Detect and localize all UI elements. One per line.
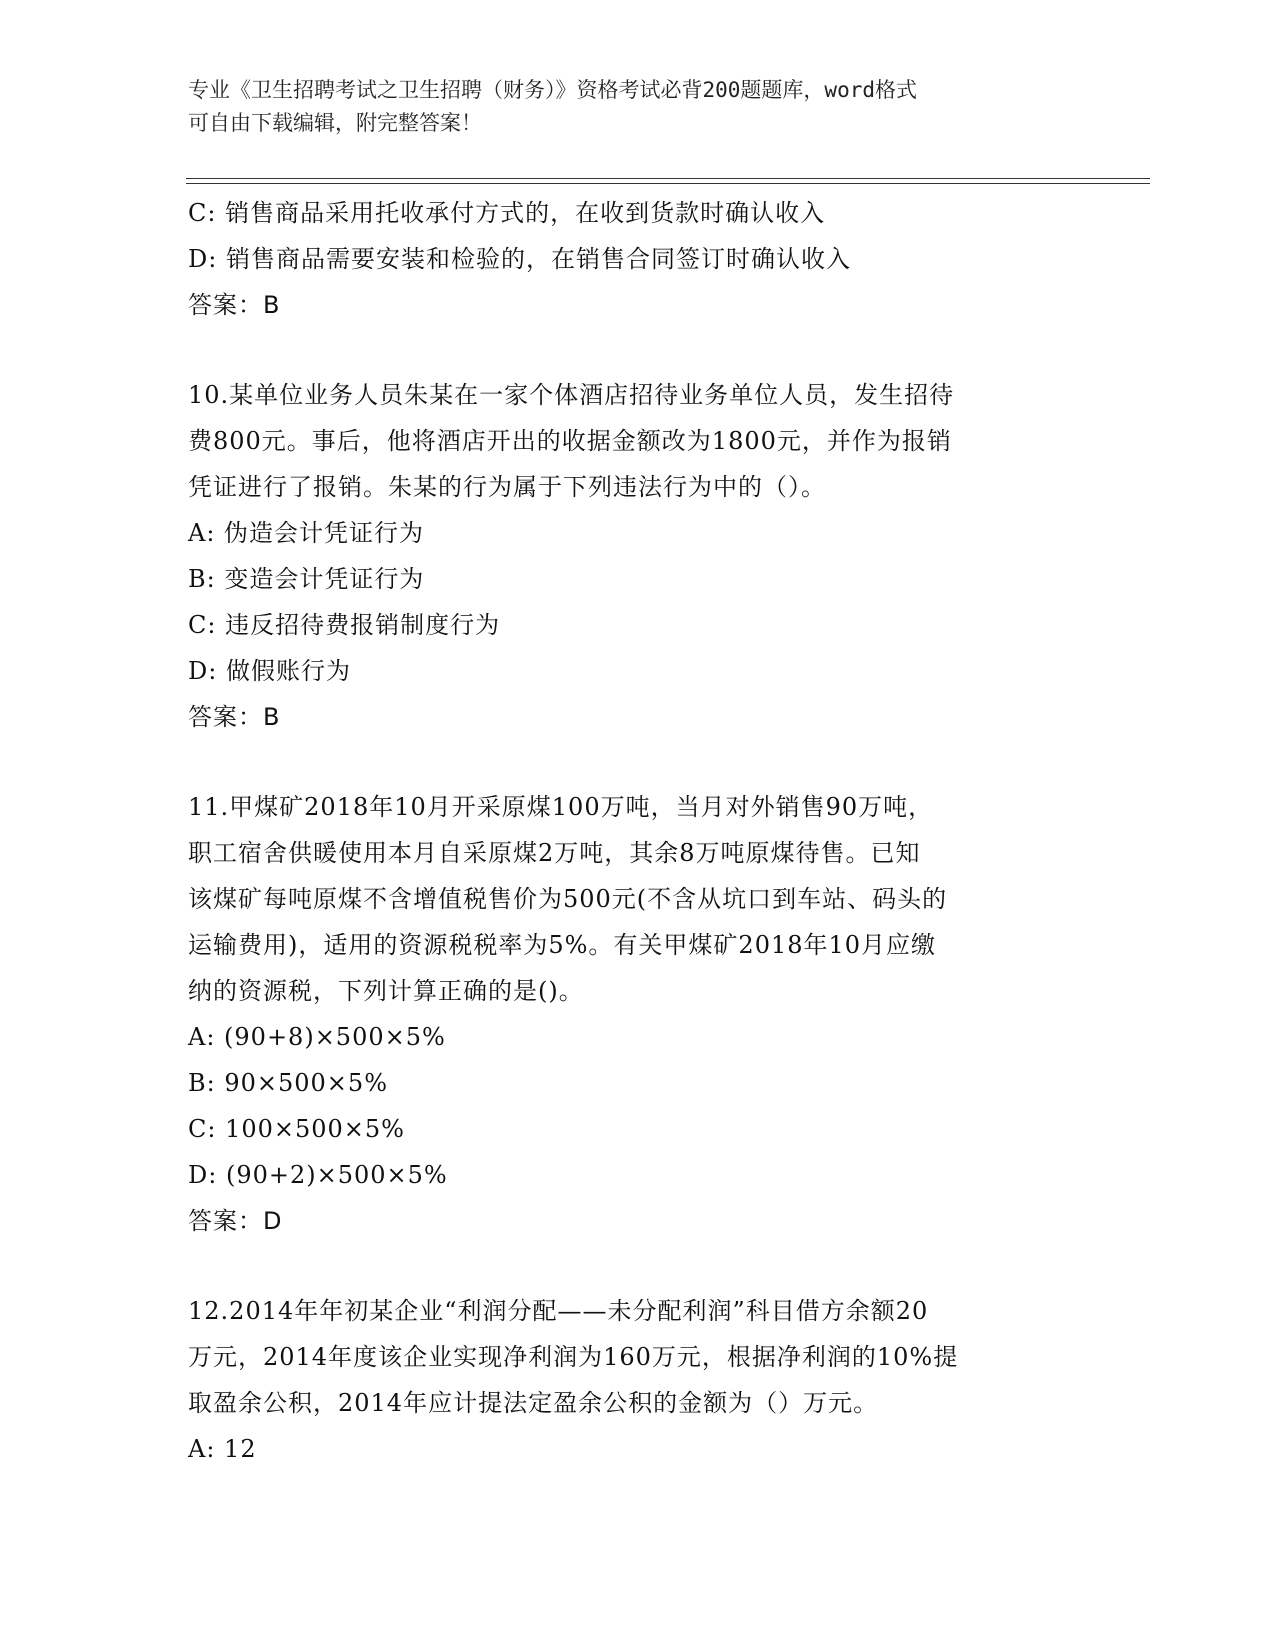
option-a: A: 12 xyxy=(188,1435,257,1463)
option-c: C: 销售商品采用托收承付方式的，在收到货款时确认收入 xyxy=(188,199,826,227)
option-a: A: 伪造会计凭证行为 xyxy=(188,519,425,547)
header-line-1: 专业《卫生招聘考试之卫生招聘（财务）》资格考试必背200题题库，word格式 xyxy=(188,78,917,102)
option-b: B: 变造会计凭证行为 xyxy=(188,565,425,593)
option-d: D: (90+2)×500×5% xyxy=(188,1161,448,1189)
question-11 xyxy=(188,784,1088,1244)
option-d: D: 销售商品需要安装和检验的，在销售合同签订时确认收入 xyxy=(188,245,851,273)
question-stem-line: 费800元。事后，他将酒店开出的收据金额改为1800元，并作为报销 xyxy=(188,427,952,455)
header-divider-bottom xyxy=(186,183,1150,184)
question-9-tail xyxy=(188,190,1088,328)
question-stem-line: 凭证进行了报销。朱某的行为属于下列违法行为中的（）。 xyxy=(188,473,826,501)
answer-line: 答案：B xyxy=(188,703,281,731)
option-a: A: (90+8)×500×5% xyxy=(188,1023,446,1051)
option-d: D: 做假账行为 xyxy=(188,657,351,685)
question-stem-line: 12.2014年年初某企业“利润分配——未分配利润”科目借方余额20 xyxy=(188,1297,929,1325)
question-stem-line: 运输费用)，适用的资源税税率为5%。有关甲煤矿2018年10月应缴 xyxy=(188,931,937,959)
question-stem-line: 10.某单位业务人员朱某在一家个体酒店招待业务单位人员，发生招待 xyxy=(188,381,955,409)
option-c: C: 违反招待费报销制度行为 xyxy=(188,611,501,639)
question-stem-line: 万元，2014年度该企业实现净利润为160万元，根据净利润的10%提 xyxy=(188,1343,959,1371)
question-stem-line: 纳的资源税，下列计算正确的是()。 xyxy=(188,977,584,1005)
answer-line: 答案：D xyxy=(188,1207,283,1235)
option-c: C: 100×500×5% xyxy=(188,1115,405,1143)
header-divider-top xyxy=(186,178,1150,179)
question-stem-line: 取盈余公积，2014年应计提法定盈余公积的金额为（）万元。 xyxy=(188,1389,879,1417)
document-body xyxy=(188,190,1088,1472)
document-header xyxy=(188,74,1088,140)
question-stem-line: 职工宿舍供暖使用本月自采原煤2万吨，其余8万吨原煤待售。已知 xyxy=(188,839,921,867)
answer-line: 答案：B xyxy=(188,291,281,319)
question-stem-line: 该煤矿每吨原煤不含增值税售价为500元(不含从坑口到车站、码头的 xyxy=(188,885,948,913)
option-b: B: 90×500×5% xyxy=(188,1069,388,1097)
header-line-2: 可自由下载编辑，附完整答案！ xyxy=(188,111,482,135)
question-stem-line: 11.甲煤矿2018年10月开采原煤100万吨，当月对外销售90万吨， xyxy=(188,793,934,821)
question-10 xyxy=(188,372,1088,740)
question-12 xyxy=(188,1288,1088,1472)
